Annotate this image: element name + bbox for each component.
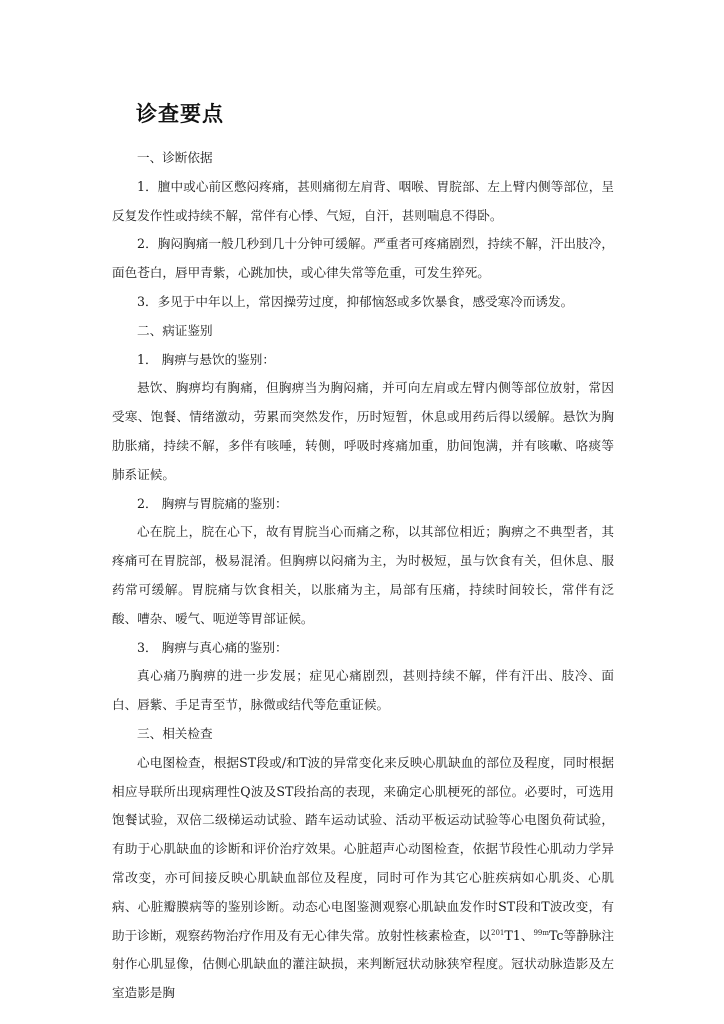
exam-text-mid: T1、 (504, 927, 534, 943)
isotope-mass-99m: 99m (533, 928, 549, 937)
subheading-weiwantong: 2． 胸痹与胃脘痛的鉴别： (137, 495, 288, 511)
section-heading-differential: 二、病证鉴别 (137, 322, 213, 338)
paragraph-xuanyin: 悬饮、胸痹均有胸痛，但胸痹当为胸闷痛，并可向左肩或左臂内侧等部位放射，常因受寒、饱餐、情绪激动，劳累而突然发作，历时短暂，休息或用药后得以缓解。悬饮为胸肋胀痛，持续不解，多伴有咳唾，转侧，呼吸时疼痛加重，肋间饱满，并有咳嗽、咯痰等肺系证候。 (112, 380, 614, 482)
page-title: 诊查要点 (136, 102, 224, 126)
section-heading-examinations: 三、相关检查 (137, 725, 213, 741)
document-body (112, 144, 614, 1008)
section-heading-diagnosis: 一、诊断依据 (137, 150, 213, 165)
isotope-mass-201: 201 (490, 928, 505, 937)
exam-text-after: Tc等静脉注射作心肌显像，估侧心肌缺血的灌注缺损，来判断冠状动脉狭窄程度。冠状动脉造影及左室造影是胸 (112, 927, 615, 1001)
paragraph-diagnosis-2: 2．胸闷胸痛一般几秒到几十分钟可缓解。严重者可疼痛剧烈，持续不解，汗出肢冷，面色苍白，唇甲青紫，心跳加快，或心律失常等危重，可发生猝死。 (112, 236, 614, 281)
subheading-xuanyin: 1． 胸痹与悬饮的鉴别： (137, 351, 275, 367)
paragraph-weiwantong: 心在脘上，脘在心下，故有胃脘当心而痛之称，以其部位相近；胸痹之不典型者，其疼痛可在胃脘部，极易混淆。但胸痹以闷痛为主，为时极短，虽与饮食有关，但休息、服药常可缓解。胃脘痛与饮食相关，以胀痛为主，局部有压痛，持续时间较长，常伴有泛酸、嘈杂、嗳气、呃逆等胃部证候。 (112, 524, 614, 626)
paragraph-examinations (112, 749, 614, 1008)
subheading-zhenxintong: 3． 胸痹与真心痛的鉴别： (137, 639, 288, 655)
paragraph-diagnosis-3: 3．多见于中年以上，常因操劳过度，抑郁恼怒或多饮暴食，感受寒冷而诱发。 (137, 293, 574, 309)
paragraph-zhenxintong: 真心痛乃胸痹的进一步发展；症见心痛剧烈，甚则持续不解，伴有汗出、肢冷、面白、唇紫、手足青至节，脉微或结代等危重证候。 (112, 668, 614, 713)
paragraph-diagnosis-1: 1．膻中或心前区憋闷疼痛，甚则痛彻左肩背、咽喉、胃脘部、左上臂内侧等部位，呈反复发作性或持续不解，常伴有心悸、气短，自汗，甚则喘息不得卧。 (112, 178, 614, 223)
exam-text-before: 心电图检查，根据ST段或/和T波的异常变化来反映心肌缺血的部位及程度，同时根据相应导联所出现病理性Q波及ST段抬高的表现，来确定心肌梗死的部位。必要时，可选用饱餐试验，双倍二级梯运动试验、踏车运动试验、活动平板运动试验等心电图负荷试验，有助于心肌缺血的诊断和评价治疗效果。心脏超声心动图检查，依据节段性心肌动力学异常改变，亦可间接反映心肌缺血部位及程度，同时可作为其它心脏疾病如心肌炎、心肌病、心脏瓣膜病等的鉴别诊断。动态心电图鉴测观察心肌缺血发作时ST段和T波改变，有助于诊断，观察药物治疗作用及有无心律失常。放射性核素检查，以 (112, 754, 614, 943)
